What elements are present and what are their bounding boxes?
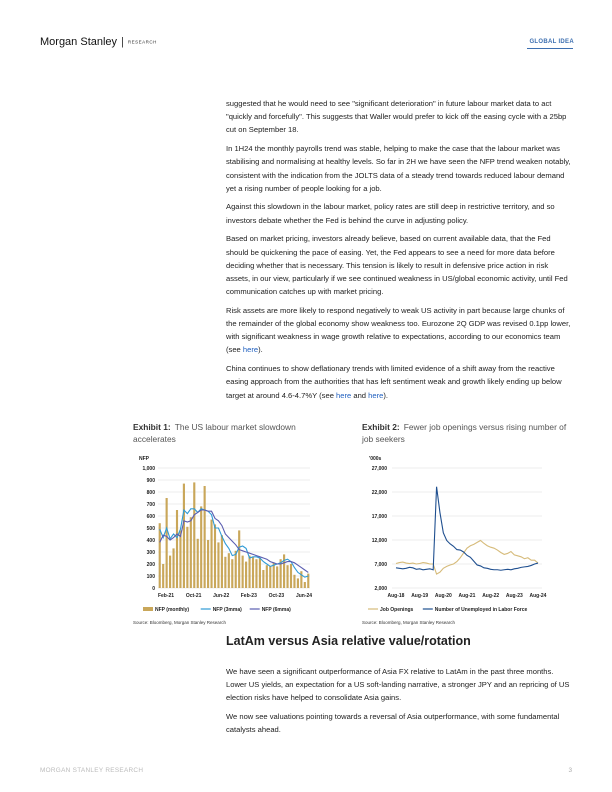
section-label: RESEARCH: [127, 39, 157, 45]
paragraph-5-end: ).: [258, 345, 263, 355]
bar-nfp-monthly: [207, 540, 209, 588]
paragraph-6-text: China continues to show deflationary trends with limited evidence of a shift away from the reactive easing approach from the authorities that has left sentiment weak and growth likely ending up below target at around 4.6-4.7%Y (see: [226, 364, 562, 400]
y-tick-label: 7,000: [374, 561, 387, 568]
section-paragraph-1: We have seen a significant outperformance of Asia FX relative to LatAm in the past three months. Lower US yields, an expectation for a US soft-landing narrative, a stronger JPY and an repricing of US election risks have helped to consolidate Asia gains.: [226, 667, 570, 703]
x-tick-label: Jun-22: [213, 593, 230, 599]
bar-nfp-monthly: [248, 556, 250, 588]
legend-label: Job Openings: [380, 607, 414, 613]
bar-nfp-monthly: [266, 565, 268, 588]
bar-nfp-monthly: [186, 527, 188, 588]
bar-nfp-monthly: [217, 542, 219, 588]
y-tick-label: 300: [146, 549, 155, 556]
exhibit-1-source: Source: Bloomberg, Morgan Stanley Research: [133, 620, 227, 625]
bar-nfp-monthly: [210, 520, 212, 588]
here-link-2[interactable]: here: [368, 390, 384, 400]
bar-nfp-monthly: [255, 559, 257, 588]
y-tick-label: 600: [146, 513, 155, 520]
body-text-top: [226, 97, 572, 407]
bar-nfp-monthly: [238, 530, 240, 588]
x-tick-label: Aug-18: [387, 593, 405, 599]
legend-label: NFP (monthly): [155, 607, 190, 613]
section-heading: LatAm versus Asia relative value/rotation: [226, 634, 471, 648]
bar-nfp-monthly: [293, 575, 295, 588]
x-tick-label: Aug-22: [482, 593, 500, 599]
page-number: 3: [568, 767, 572, 774]
y-axis-label: '000s: [369, 456, 382, 462]
legend-label: NFP (3mma): [212, 607, 242, 613]
nfp-chart: [128, 450, 328, 620]
bar-nfp-monthly: [228, 553, 230, 588]
header-separator: |: [121, 36, 124, 48]
y-tick-label: 700: [146, 501, 155, 508]
bar-nfp-monthly: [276, 566, 278, 588]
paragraph-4: Based on market pricing, investors already believe, based on current available data, that the Fed should be quickening the pace of easing. Yet, the Fed appears to see a need for more data before deciding whether that is necessary. This tension is likely to result in defensive price action in risk assets, in our view, particularly if we see continued weakness in US/global economic activity, until Fed communication catches up with market pricing.: [226, 234, 568, 297]
y-tick-label: 12,000: [371, 537, 387, 544]
paragraph-3: Against this slowdown in the labour market, policy rates are still deep in restrictive territory, and so investors debate whether the Fed is behind the curve in adjusting policy.: [226, 202, 555, 225]
bar-nfp-monthly: [197, 539, 199, 588]
x-tick-label: Aug-19: [411, 593, 429, 599]
y-tick-label: 1,000: [142, 465, 155, 472]
y-tick-label: 900: [146, 477, 155, 484]
bar-nfp-monthly: [193, 482, 195, 588]
bar-nfp-monthly: [297, 578, 299, 588]
bar-nfp-monthly: [290, 564, 292, 588]
x-tick-label: Jun-24: [295, 593, 313, 599]
y-tick-label: 400: [146, 537, 155, 544]
bar-nfp-monthly: [224, 557, 226, 588]
line-unemployed: [396, 487, 538, 571]
y-tick-label: 200: [146, 561, 155, 568]
bar-nfp-monthly: [190, 517, 192, 588]
y-tick-label: 27,000: [371, 465, 387, 472]
y-tick-label: 2,000: [374, 585, 387, 592]
bar-nfp-monthly: [169, 556, 171, 588]
x-tick-label: Oct-23: [268, 593, 285, 599]
bar-nfp-monthly: [183, 484, 185, 588]
bar-nfp-monthly: [231, 559, 233, 588]
bar-nfp-monthly: [269, 566, 271, 588]
brand-name: Morgan Stanley: [40, 36, 118, 48]
header-rule: [527, 48, 573, 49]
paragraph-1: suggested that he would need to see "significant deterioration" in future labour market data to act "quickly and forcefully". This suggests that Waller would prefer to kick off the easing cycle with a 25bp cut on September 18.: [226, 99, 567, 135]
y-tick-label: 17,000: [371, 513, 387, 520]
exhibit-2-label: Exhibit 2:: [362, 422, 400, 432]
paragraph-6: [226, 362, 572, 402]
exhibit-2-caption: [362, 421, 574, 445]
exhibit-2-title: Fewer job openings versus rising number of job seekers: [362, 422, 567, 444]
bar-nfp-monthly: [235, 551, 237, 588]
bar-nfp-monthly: [176, 510, 178, 588]
bar-nfp-monthly: [172, 548, 174, 588]
here-link-1[interactable]: here: [336, 390, 352, 400]
exhibit-1-title: The US labour market slowdown accelerates: [133, 422, 296, 444]
bar-nfp-monthly: [286, 565, 288, 588]
legend-swatch: [143, 607, 153, 611]
bar-nfp-monthly: [273, 563, 275, 588]
y-tick-label: 0: [152, 585, 155, 592]
paragraph-5: [226, 304, 572, 357]
bar-nfp-monthly: [304, 582, 306, 588]
brand-header: [40, 36, 157, 48]
x-tick-label: Feb-21: [157, 593, 175, 599]
bar-nfp-monthly: [259, 558, 261, 588]
exhibit-1-caption: [133, 421, 333, 445]
section-paragraph-2: We now see valuations pointing towards a reversal of Asia outperformance, with some fundamental catalysts ahead.: [226, 712, 560, 735]
bar-nfp-monthly: [242, 556, 244, 588]
x-tick-label: Aug-21: [458, 593, 476, 599]
bar-nfp-monthly: [159, 523, 161, 588]
bar-nfp-monthly: [162, 564, 164, 588]
exhibit-1-label: Exhibit 1:: [133, 422, 171, 432]
y-tick-label: 100: [146, 573, 155, 580]
bar-nfp-monthly: [214, 524, 216, 588]
y-tick-label: 22,000: [371, 489, 387, 496]
x-tick-label: Oct-21: [185, 593, 202, 599]
y-tick-label: 500: [146, 525, 155, 532]
bar-nfp-monthly: [245, 562, 247, 588]
y-tick-label: 800: [146, 489, 155, 496]
paragraph-6-end: ).: [383, 390, 388, 400]
bar-nfp-monthly: [200, 506, 202, 588]
bar-nfp-monthly: [179, 530, 181, 588]
y-axis-label: NFP: [139, 456, 149, 462]
x-tick-label: Feb-23: [240, 593, 257, 599]
global-idea-tag: GLOBAL IDEA: [529, 39, 574, 45]
paragraph-5-text: Risk assets are more likely to respond negatively to weak US activity in part because large chunks of the remainder of the global economy show weakness too. Eurozone 2Q GDP was revised 0.1pp lower, with significant weakness in wage growth relative to expectations, according to our economics team (see: [226, 305, 571, 355]
exhibit-2-source: Source: Bloomberg, Morgan Stanley Research: [362, 620, 456, 625]
x-tick-label: Aug-23: [505, 593, 523, 599]
bar-nfp-monthly: [283, 554, 285, 588]
paragraph-2: In 1H24 the monthly payrolls trend was stable, helping to make the case that the labour market was stabilising and normalising at healthy levels. So far in 2H we have seen the NFP trend weaken notably, consistent with the indication from the JOLTS data of a steady trend towards reduced labour demand yet a rising number of people looking for a job.: [226, 144, 571, 193]
legend-label: Number of Unemployed in Labor Force: [434, 607, 528, 613]
x-tick-label: Aug-20: [434, 593, 452, 599]
bar-nfp-monthly: [204, 486, 206, 588]
job-openings-chart: [360, 450, 578, 620]
footer-publisher: MORGAN STANLEY RESEARCH: [40, 767, 144, 774]
here-link[interactable]: here: [242, 345, 259, 355]
x-tick-label: Aug-24: [529, 593, 547, 599]
bar-nfp-monthly: [166, 498, 168, 588]
bar-nfp-monthly: [221, 535, 223, 588]
bar-nfp-monthly: [252, 557, 254, 588]
paragraph-6-mid: and: [351, 390, 369, 400]
legend-label: NFP (6mma): [261, 607, 291, 613]
bar-nfp-monthly: [262, 570, 264, 588]
body-text-bottom: [226, 665, 572, 742]
